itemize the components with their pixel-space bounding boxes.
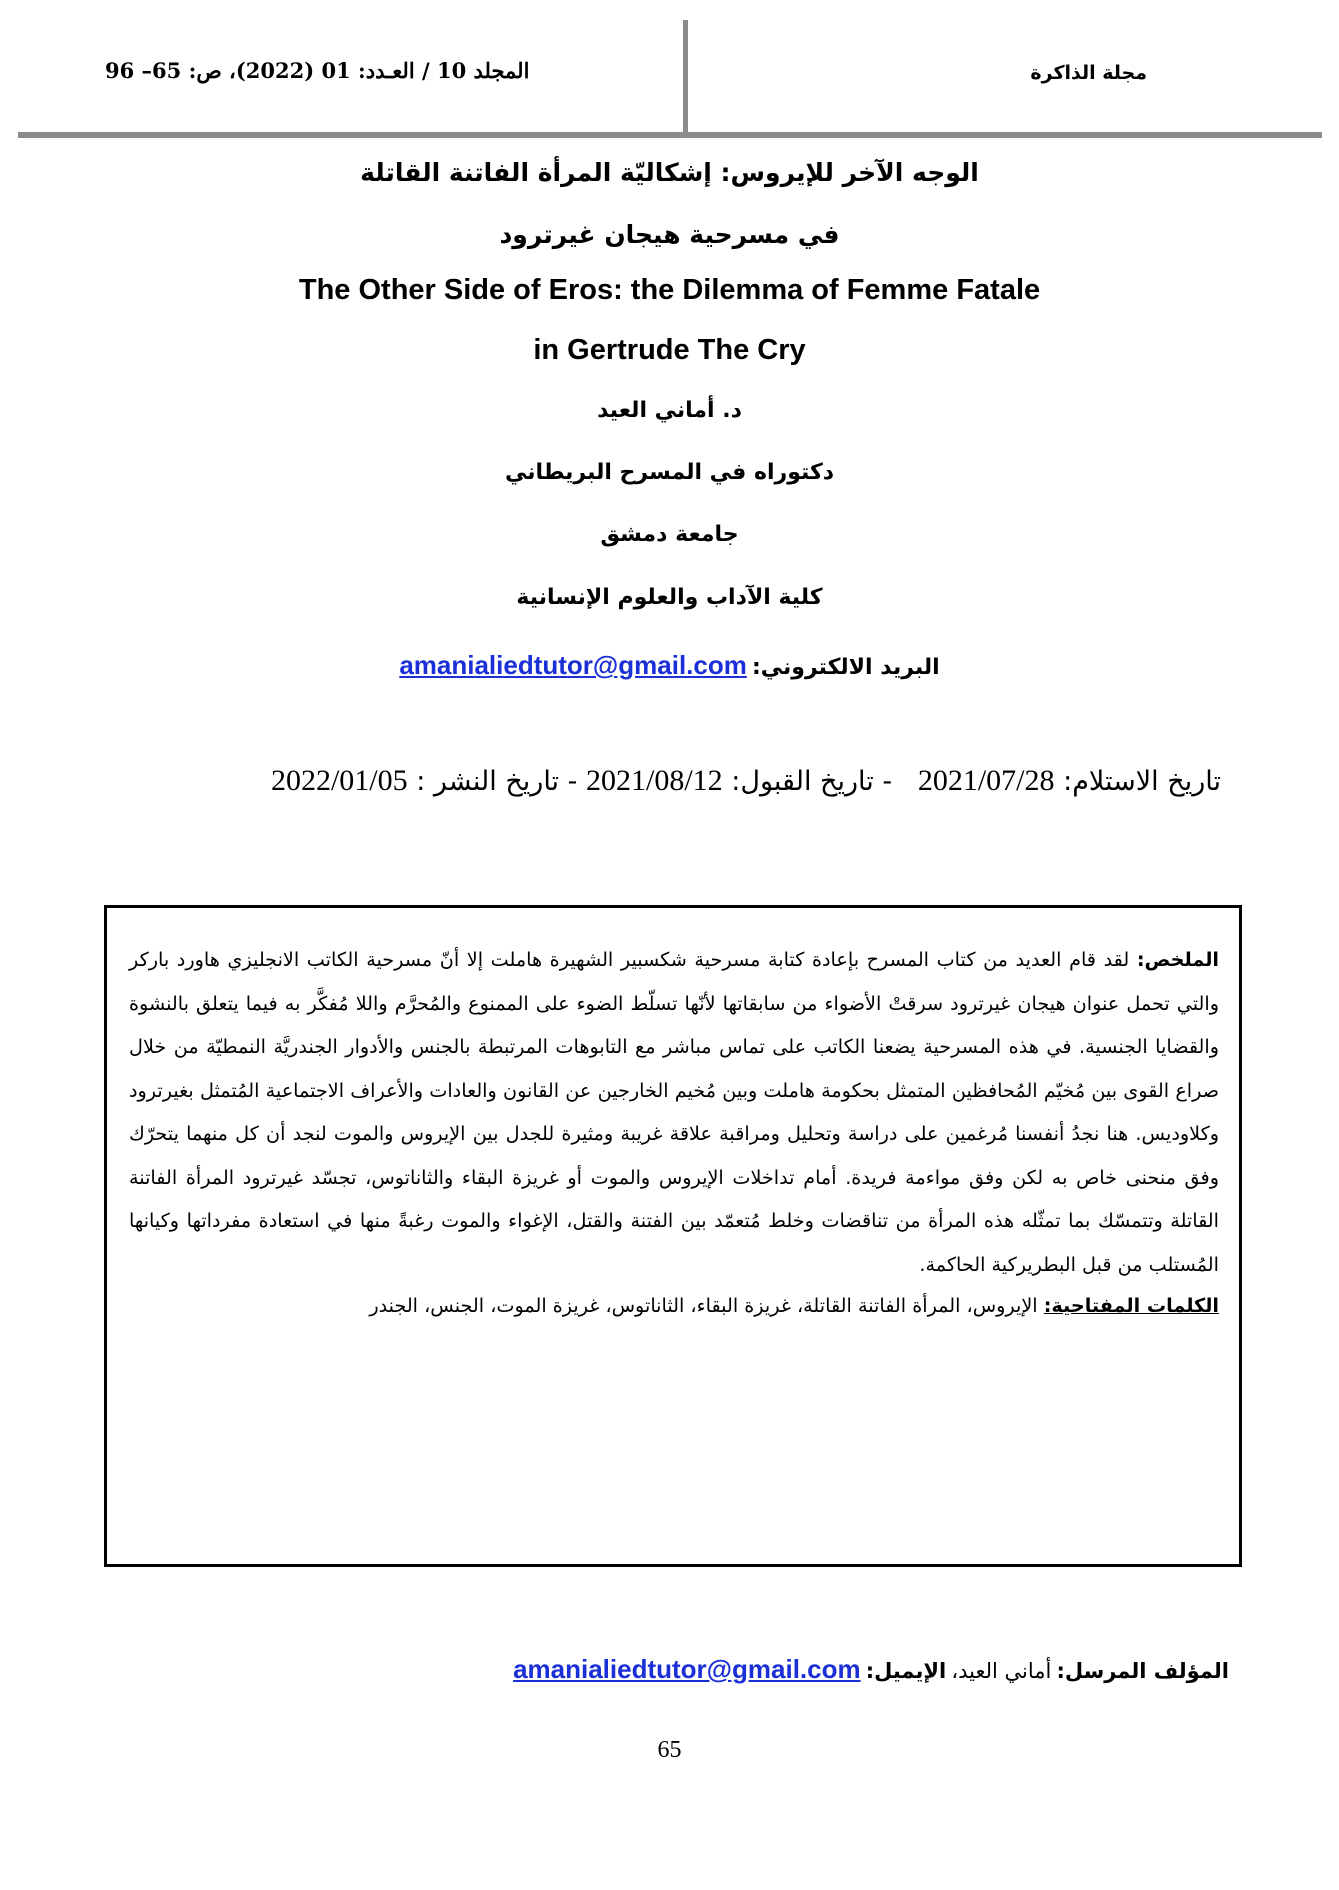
submission-dates <box>121 764 1221 798</box>
keywords-text: الإيروس، المرأة الفاتنة القاتلة، غريزة البقاء، الثاناتوس، غريزة الموت، الجنس، الجندر <box>369 1294 1038 1317</box>
received-label: تاريخ الاستلام: <box>1063 766 1221 797</box>
abstract-paragraph <box>129 938 1219 1286</box>
author-email-link[interactable]: amanialiedtutor@gmail.com <box>399 650 747 680</box>
corresponding-author-line <box>229 1654 1229 1685</box>
english-title-line-2: in Gertrude The Cry <box>533 334 806 366</box>
arabic-title-line-1: الوجه الآخر للإيروس: إشكاليّة المرأة الفاتنة القاتلة <box>360 158 979 187</box>
author-degree: دكتوراه في المسرح البريطاني <box>504 460 835 485</box>
abstract-label: الملخص: <box>1136 948 1219 971</box>
author-email-line <box>0 650 1339 681</box>
abstract-text: لقد قام العديد من كتاب المسرح بإعادة كتابة مسرحية شكسبير الشهيرة هاملت إلا أنّ مسرحية الكاتب الانجليزي هاورد باركر والتي تحمل عنوان هيجان غيرترود سرقتْ الأضواء من سابقاتها لأنّها تسلّط الضوء على الممنوع والمُحرَّم واللا مُفكَّر به فيما يتعلق بالنشوة والقضايا الجنسية. في هذه المسرحية يضعنا الكاتب على تماس مباشر مع التابوهات المرتبطة بالجنس والأدوار الجندريَّة النمطيّة من خلال صراع القوى بين مُخيّم المُحافظين المتمثل بحكومة هاملت وبين مُخيم الخارجين عن القانون والعادات والأعراف الاجتماعية المُتمثل بغيرترود وكلاوديس. هنا نجدُ أنفسنا مُرغمين على دراسة وتحليل ومراقبة علاقة غريبة ومثيرة للجدل بين الإيروس والموت لنجد أن كل منهما يتحرّك وفق منحنى خاص به لكن وفق مواءمة فريدة. أمام تداخلات الإيروس والموت أو غريزة البقاء والثاناتوس، تجسّد غيرترود المرأة الفاتنة القاتلة وتتمسّك بما تمثّله هذه المرأة من تناقضات وخلط مُتعمّد بين الفتنة والقتل، الإغواء والموت رغبةً منها في استعادة مفرداتها وكيانها المُستلب من قبل البطريركية الحاكمة. <box>129 948 1219 1276</box>
published-date: 2022/01/05 <box>270 764 408 797</box>
author-university: جامعة دمشق <box>600 522 739 547</box>
accepted-label: - تاريخ القبول: <box>731 766 893 797</box>
corresp-email-link[interactable]: amanialiedtutor@gmail.com <box>513 1654 861 1684</box>
abstract-box <box>104 905 1242 1567</box>
journal-volume-info: المجلد 10 / العـدد: 01 (2022)، ص: 65– 96 <box>105 58 530 83</box>
page-number: 65 <box>657 1737 682 1763</box>
english-title-line-1: The Other Side of Eros: the Dilemma of Femme Fatale <box>298 274 1041 306</box>
received-date: 2021/07/28 <box>917 764 1055 797</box>
header-vertical-divider <box>683 20 688 132</box>
author-name: د. أماني العيد <box>597 398 742 423</box>
keywords-line <box>129 1286 1219 1326</box>
author-faculty: كلية الآداب والعلوم الإنسانية <box>516 585 823 610</box>
arabic-title-line-2: في مسرحية هيجان غيرترود <box>499 220 840 249</box>
corresp-label: المؤلف المرسل: <box>1056 1659 1229 1683</box>
corresp-name: أماني العيد، <box>951 1659 1052 1683</box>
corresp-email-label: الإيميل: <box>865 1659 947 1683</box>
accepted-date: 2021/08/12 <box>585 764 723 797</box>
header-horizontal-rule <box>18 132 1322 138</box>
published-label: - تاريخ النشر : <box>416 766 578 797</box>
keywords-label: الكلمات المفتاحية: <box>1043 1294 1219 1317</box>
journal-name: مجلة الذاكرة <box>1030 62 1147 84</box>
email-label: البريد الالكتروني: <box>751 655 940 680</box>
